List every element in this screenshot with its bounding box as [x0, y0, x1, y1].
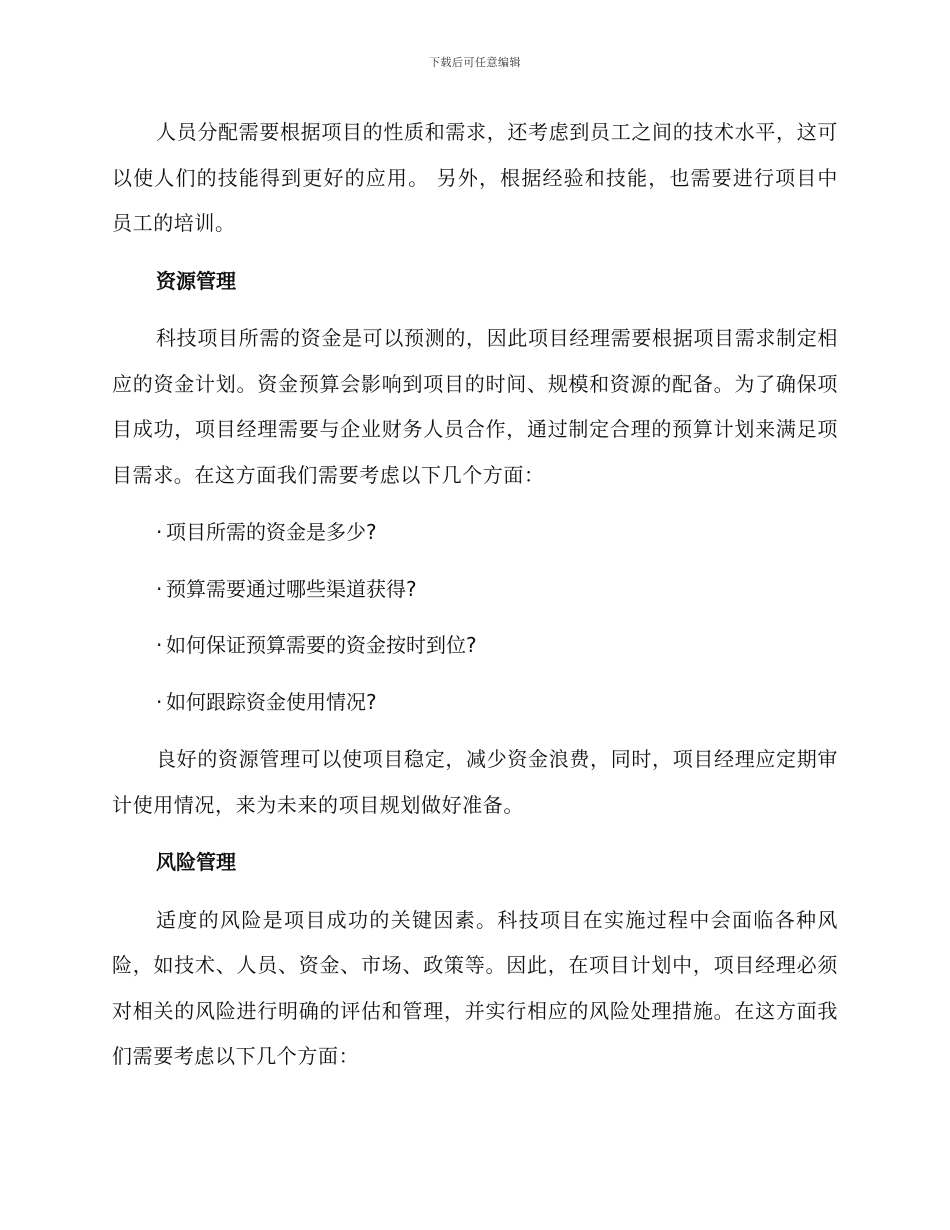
- list-item: [112, 680, 838, 726]
- risk-paragraph: 适度的风险是项目成功的关键因素。科技项目在实施过程中会面临各种风险，如技术、人员、资金、市场、政策等。因此，在项目计划中，项目经理必须对相关的风险进行明确的评估和管理，并实行相应的风险处理措施。在这方面我们需要考虑以下几个方面：: [112, 907, 838, 1068]
- document-body: [112, 110, 838, 1080]
- list-item: [112, 567, 838, 613]
- list-item: [112, 510, 838, 556]
- list-item: [112, 623, 838, 669]
- resource-paragraph: 科技项目所需的资金是可以预测的，因此项目经理需要根据项目需求制定相应的资金计划。资金预算会影响到项目的时间、规模和资源的配备。为了确保项目成功，项目经理需要与企业财务人员合作，通过制定合理的预算计划来满足项目需求。在这方面我们需要考虑以下几个方面：: [112, 326, 838, 487]
- list-item-text: 项目所需的资金是多少?: [166, 520, 377, 544]
- list-item-text: 如何跟踪资金使用情况?: [166, 689, 377, 714]
- page-header: 下载后可任意编辑: [429, 56, 521, 69]
- risk-heading: 风险管理: [156, 850, 236, 874]
- list-item-text: 预算需要通过哪些渠道获得?: [166, 576, 417, 601]
- resource-bullet-list: [112, 510, 838, 725]
- intro-paragraph: 人员分配需要根据项目的性质和需求，还考虑到员工之间的技术水平，这可以使人们的技能得到更好的应用。 另外，根据经验和技能，也需要进行项目中员工的培训。: [112, 120, 838, 235]
- bullet-marker: ·: [156, 689, 163, 714]
- resource-closing-paragraph: 良好的资源管理可以使项目稳定，减少资金浪费，同时，项目经理应定期审计使用情况，来为未来的项目规划做好准备。: [112, 747, 838, 817]
- bullet-marker: ·: [156, 633, 163, 657]
- bullet-marker: ·: [156, 576, 163, 601]
- list-item-text: 如何保证预算需要的资金按时到位?: [166, 633, 477, 657]
- resource-heading: 资源管理: [156, 268, 236, 293]
- bullet-marker: ·: [156, 520, 163, 544]
